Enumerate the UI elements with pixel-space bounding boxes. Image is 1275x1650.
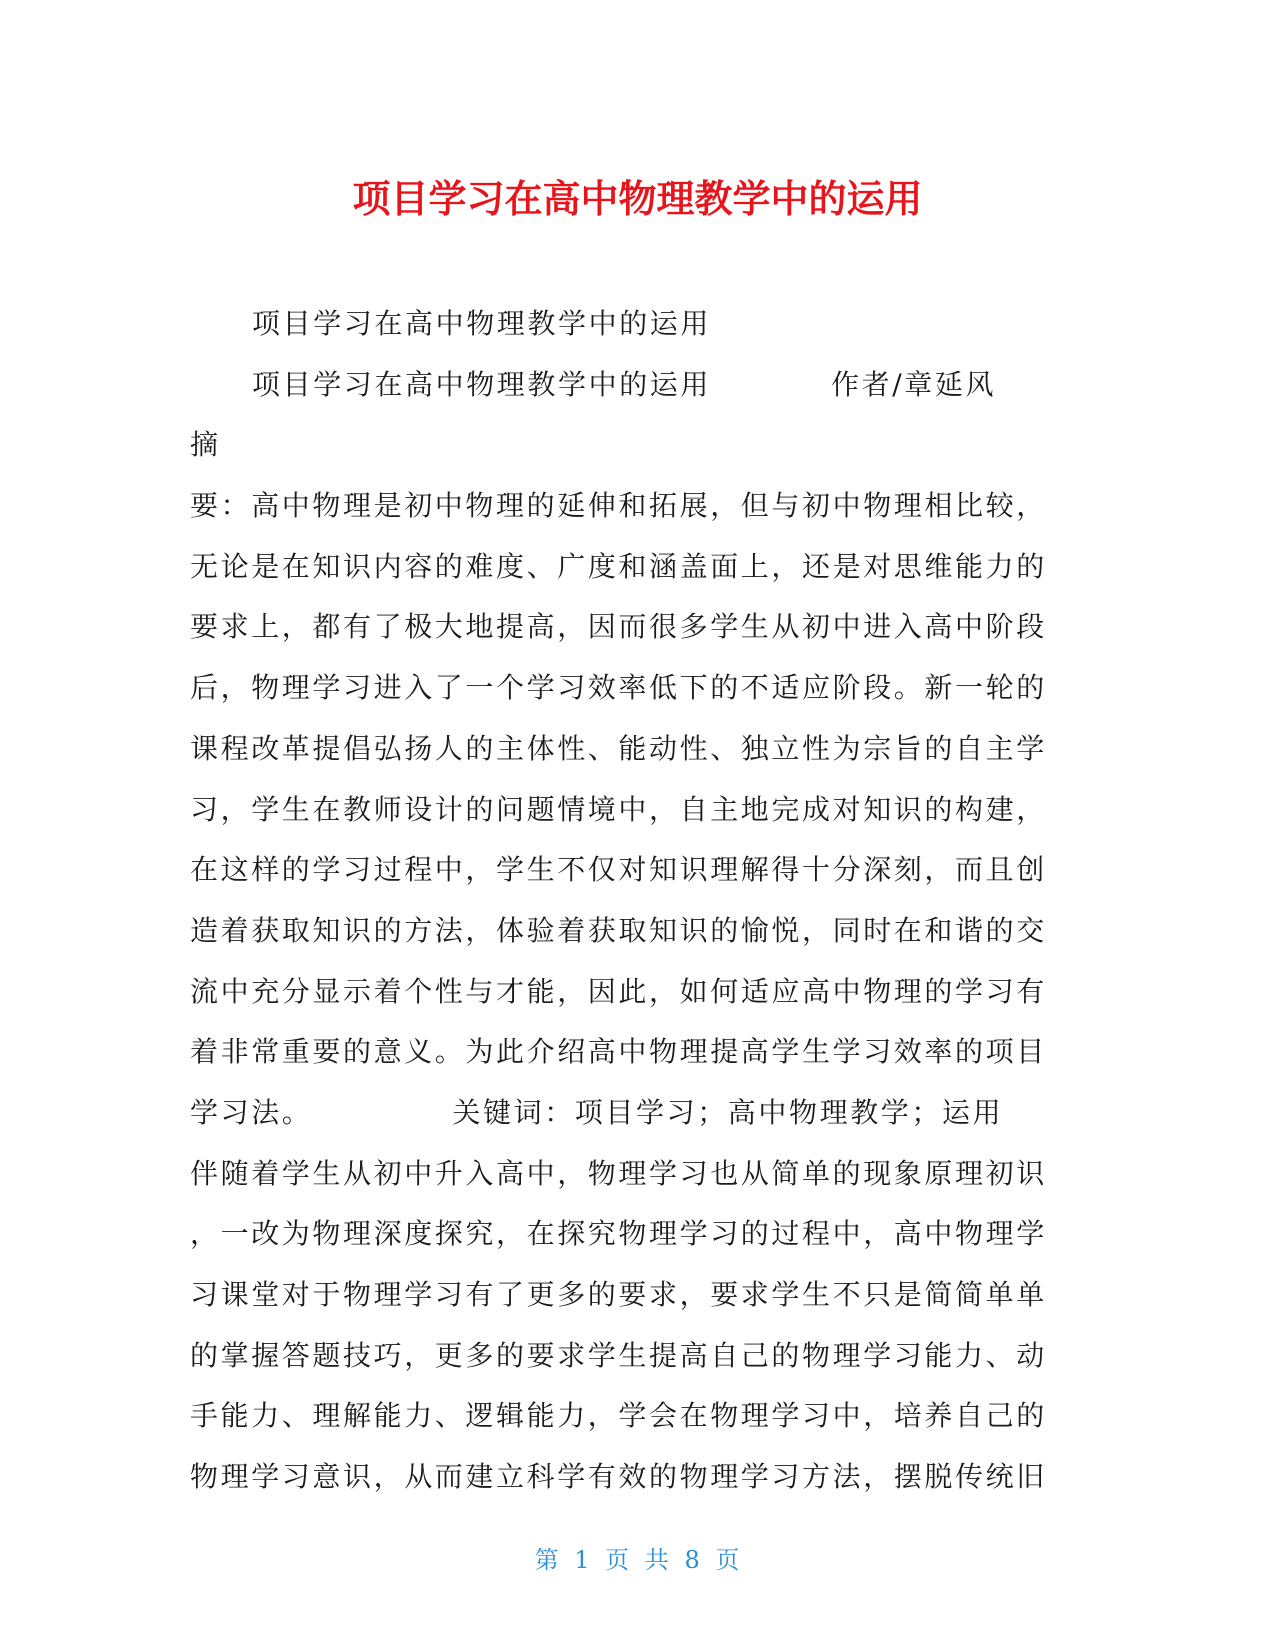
text-line: 要求上，都有了极大地提高，因而很多学生从初中进入高中阶段 — [190, 610, 1047, 644]
byline — [190, 355, 1060, 416]
byline-title: 项目学习在高中物理教学中的运用 — [252, 367, 712, 401]
author: 作者/章延风 — [831, 367, 997, 401]
text-line: 手能力、理解能力、逻辑能力，学会在物理学习中，培养自己的 — [190, 1399, 1047, 1433]
text-line: 伴随着学生从初中升入高中，物理学习也从简单的现象原理初识 — [190, 1156, 1047, 1190]
text-line: 的掌握答题技巧，更多的要求学生提高自己的物理学习能力、动 — [190, 1338, 1047, 1372]
text-line: 无论是在知识内容的难度、广度和涵盖面上，还是对思维能力的 — [190, 549, 1047, 583]
page-number: 第 1 页 共 8 页 — [534, 1546, 741, 1574]
text-line: 习，学生在教师设计的问题情境中，自主地完成对知识的构建， — [190, 792, 1047, 826]
text-line: 要：高中物理是初中物理的延伸和拓展，但与初中物理相比较， — [190, 489, 1047, 523]
document-body — [190, 294, 1060, 1508]
text-line: 流中充分显示着个性与才能，因此，如何适应高中物理的学习有 — [190, 974, 1047, 1008]
text-line: 物理学习意识，从而建立科学有效的物理学习方法，摆脱传统旧 — [190, 1460, 1047, 1494]
text-line: 后，物理学习进入了一个学习效率低下的不适应阶段。新一轮的 — [190, 671, 1047, 705]
text-line: 着非常重要的意义。为此介绍高中物理提高学生学习效率的项目 — [190, 1035, 1047, 1069]
keywords-line — [190, 1083, 1060, 1144]
text-line: ，一改为物理深度探究，在探究物理学习的过程中，高中物理学 — [190, 1217, 1047, 1251]
keywords-lead: 学习法。 — [190, 1095, 313, 1129]
page-title: 项目学习在高中物理教学中的运用 — [352, 177, 923, 221]
text-line: 造着获取知识的方法，体验着获取知识的愉悦，同时在和谐的交 — [190, 913, 1047, 947]
text-line: 课程改革提倡弘扬人的主体性、能动性、独立性为宗旨的自主学 — [190, 731, 1047, 765]
text-line: 在这样的学习过程中，学生不仅对知识理解得十分深刻，而且创 — [190, 853, 1047, 887]
subtitle-line: 项目学习在高中物理教学中的运用 — [252, 307, 712, 340]
keywords: 关键词：项目学习；高中物理教学；运用 — [452, 1095, 1004, 1129]
text-line: 习课堂对于物理学习有了更多的要求，要求学生不只是简简单单 — [190, 1278, 1047, 1311]
abstract-head: 摘 — [190, 428, 221, 462]
